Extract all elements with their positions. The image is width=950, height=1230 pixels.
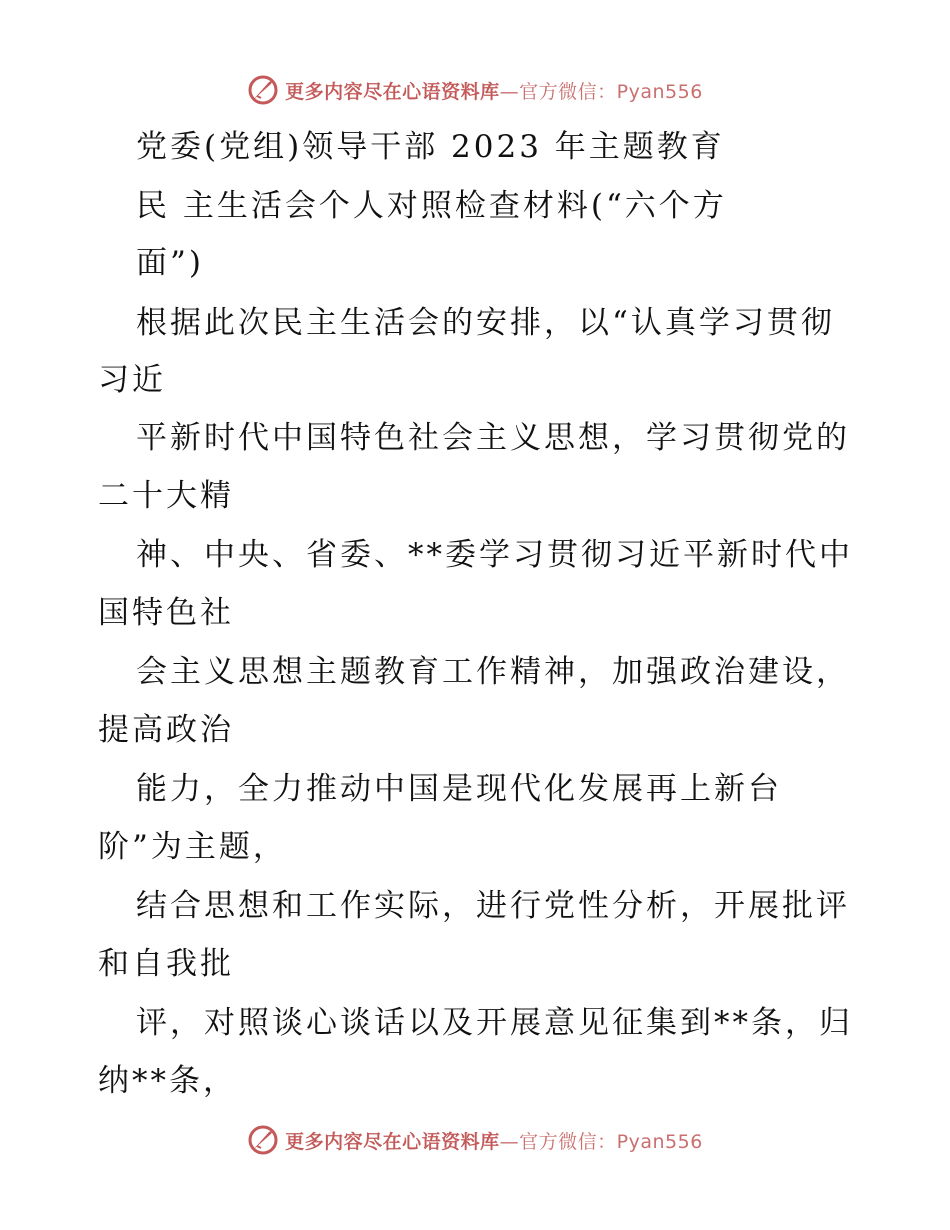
quill-logo-icon	[247, 74, 279, 106]
paragraph-line: 习近	[98, 362, 166, 398]
paragraph-line: 神、中央、省委、**委学习贯彻习近平新时代中	[136, 537, 853, 573]
watermark-contact: 官方微信：Pyan556	[519, 1130, 703, 1153]
paragraph-line: 提高政治	[98, 712, 234, 748]
paragraph-line: 会主义思想主题教育工作精神，加强政治建设，	[136, 654, 850, 690]
document-title-line-2: 民 主生活会个人对照检查材料(“六个方	[136, 188, 727, 224]
paragraph-line: 和自我批	[98, 946, 234, 982]
paragraph-line: 能力，全力推动中国是现代化发展再上新台	[136, 771, 782, 807]
header-watermark	[0, 70, 950, 110]
quill-logo-icon	[247, 1124, 279, 1156]
watermark-dash: —	[499, 80, 520, 103]
paragraph-line: 二十大精	[98, 478, 234, 514]
document-title-line-1: 党委(党组)领导干部 2023 年主题教育	[136, 129, 725, 165]
watermark-main: 更多内容尽在心语资料库	[285, 1130, 500, 1153]
footer-watermark	[0, 1120, 950, 1160]
watermark-dash: —	[499, 1130, 520, 1153]
document-title-line-3: 面”)	[136, 245, 204, 281]
paragraph-line: 结合思想和工作实际，进行党性分析，开展批评	[136, 888, 850, 924]
watermark-contact: 官方微信：Pyan556	[519, 80, 703, 103]
paragraph-line: 纳**条，	[98, 1063, 237, 1099]
watermark-text	[285, 1127, 703, 1154]
watermark-main: 更多内容尽在心语资料库	[285, 80, 500, 103]
paragraph-line: 根据此次民主生活会的安排，以“认真学习贯彻	[136, 305, 835, 341]
watermark-text	[285, 77, 703, 104]
paragraph-line: 国特色社	[98, 595, 234, 631]
paragraph-line: 平新时代中国特色社会主义思想，学习贯彻党的	[136, 420, 850, 456]
paragraph-line: 评，对照谈心谈话以及开展意见征集到**条，归	[136, 1005, 853, 1041]
paragraph-line: 阶”为主题，	[98, 829, 287, 865]
